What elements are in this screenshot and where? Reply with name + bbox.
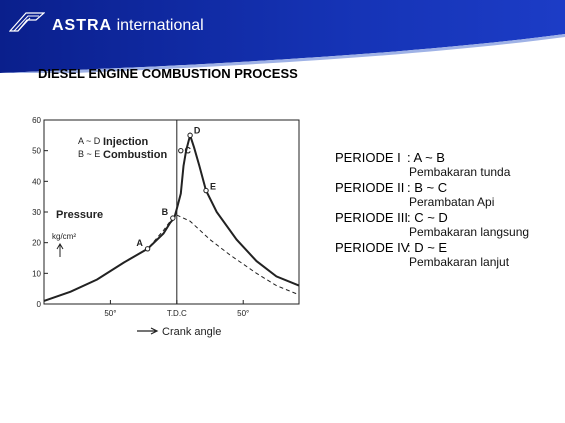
y-tick-label: 50 — [32, 146, 41, 156]
arrow-up-icon — [57, 244, 63, 257]
brand-name — [52, 17, 204, 35]
brand-light: international — [116, 17, 204, 34]
legend-text: Injection — [103, 136, 149, 148]
period-item — [335, 150, 529, 180]
period-item — [335, 240, 529, 270]
y-tick-label: 20 — [32, 238, 41, 248]
point-label: C — [184, 145, 192, 156]
x-tick-label: 50° — [237, 309, 250, 318]
period-list — [335, 150, 529, 270]
period-label: PERIODE III — [335, 210, 408, 225]
point-label: E — [210, 181, 217, 192]
point-label: B — [161, 207, 169, 218]
combustion-chart — [30, 112, 315, 342]
y-tick-label: 30 — [32, 208, 41, 217]
arrow-right-icon — [137, 328, 157, 334]
slide-title: DIESEL ENGINE COMBUSTION PROCESS — [38, 66, 298, 81]
period-description: Pembakaran langsung — [409, 225, 530, 239]
legend-key: B ~ E — [78, 149, 101, 159]
x-tick-label: 50° — [104, 309, 117, 318]
x-axis-label: Crank angle — [162, 326, 222, 338]
period-description: Pembakaran lanjut — [409, 255, 510, 269]
point-marker — [171, 216, 175, 220]
period-item — [335, 180, 529, 210]
point-label: A — [136, 237, 143, 248]
point-marker — [204, 188, 208, 192]
period-description: Perambatan Api — [409, 195, 495, 209]
period-range: : B ~ C — [407, 180, 448, 195]
brand-bold: ASTRA — [52, 17, 113, 34]
y-tick-label: 60 — [32, 116, 41, 125]
period-description: Pembakaran tunda — [409, 165, 511, 179]
astra-logo-icon — [9, 10, 45, 37]
point-marker — [145, 247, 149, 251]
point-marker — [188, 133, 192, 137]
y-tick-label: 10 — [32, 269, 41, 279]
point-marker — [179, 148, 183, 152]
period-range: : A ~ B — [407, 150, 445, 165]
legend-text: Combustion — [103, 149, 168, 161]
period-item — [335, 210, 529, 240]
x-tick-label: T.D.C — [166, 309, 187, 318]
y-axis-label: Pressure — [56, 209, 104, 221]
period-label: PERIODE II — [335, 180, 405, 195]
period-label: PERIODE I — [335, 150, 401, 165]
period-range: : C ~ D — [407, 210, 448, 225]
period-range: : D ~ E — [407, 240, 448, 255]
dashed-series-line — [44, 215, 299, 301]
chart-svg — [30, 112, 315, 342]
y-unit-label: kg/cm² — [52, 232, 76, 241]
period-label: PERIODE IV — [335, 240, 410, 255]
header-banner — [0, 0, 565, 73]
point-label: D — [193, 125, 201, 136]
legend-key: A ~ D — [78, 136, 101, 146]
y-tick-label: 40 — [32, 177, 41, 187]
y-tick-label: 0 — [36, 300, 41, 309]
